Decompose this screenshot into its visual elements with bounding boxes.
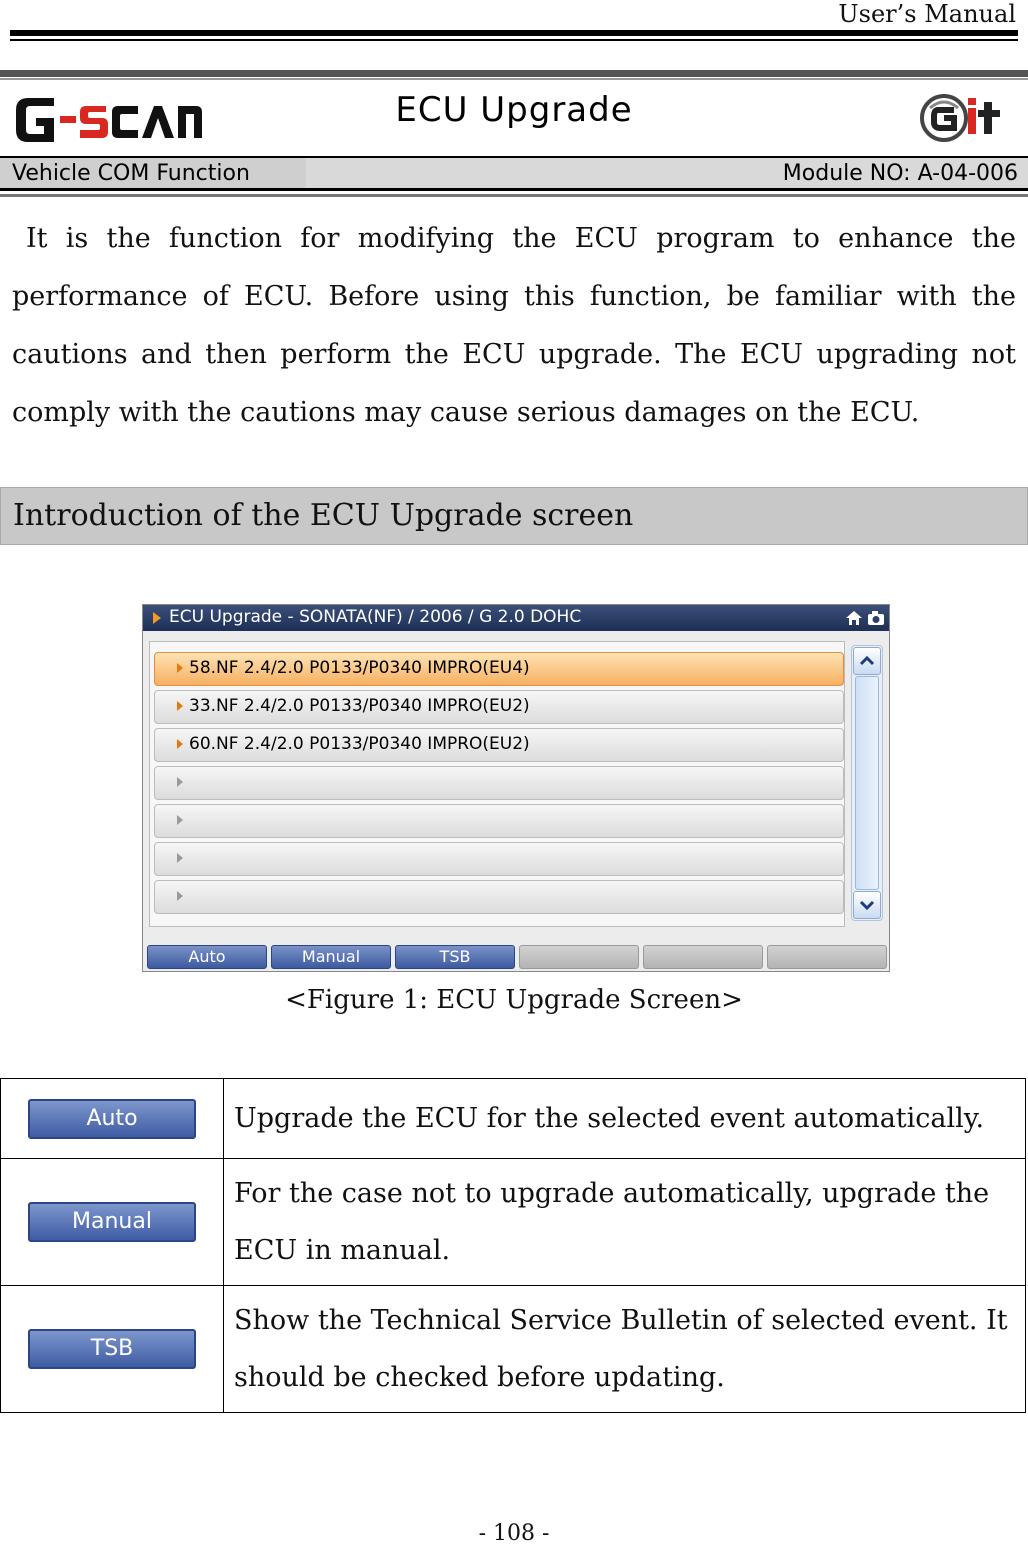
empty-button — [643, 945, 763, 969]
title-arrow-icon — [153, 612, 161, 624]
module-header — [0, 70, 1028, 188]
list-scrollbar[interactable] — [851, 645, 883, 921]
event-row[interactable] — [154, 842, 844, 876]
row-arrow-icon — [177, 663, 183, 673]
manual-button-sample: Manual — [28, 1202, 196, 1242]
home-icon[interactable] — [845, 609, 863, 627]
tsb-button[interactable]: TSB — [395, 945, 515, 969]
event-label: 60.NF 2.4/2.0 P0133/P0340 IMPRO(EU2) — [189, 734, 530, 754]
page-number: - 108 - — [478, 1521, 550, 1546]
row-arrow-icon — [177, 891, 183, 901]
screen-button-bar — [147, 945, 885, 969]
button-cell — [1, 1286, 224, 1413]
category-label: Vehicle COM Function — [12, 161, 250, 186]
header-rule — [0, 70, 1028, 77]
row-arrow-icon — [177, 701, 183, 711]
row-arrow-icon — [177, 777, 183, 787]
scroll-up-button[interactable] — [853, 647, 881, 675]
screen-titlebar — [143, 605, 889, 631]
section-heading — [0, 487, 1028, 545]
auto-button[interactable]: Auto — [147, 945, 267, 969]
row-arrow-icon — [177, 853, 183, 863]
ecu-upgrade-screenshot — [142, 604, 890, 972]
manual-label: User’s Manual — [838, 0, 1016, 28]
table-row — [1, 1079, 1026, 1159]
description-cell: Show the Technical Service Bulletin of selected event. It should be checked before updating. — [224, 1286, 1026, 1413]
auto-button-sample: Auto — [28, 1099, 196, 1139]
event-label: 58.NF 2.4/2.0 P0133/P0340 IMPRO(EU4) — [189, 658, 530, 678]
event-list — [149, 641, 845, 927]
header-bottom-rule — [0, 194, 1028, 197]
description-cell: For the case not to upgrade automatically, upgrade the ECU in manual. — [224, 1159, 1026, 1286]
button-cell — [1, 1079, 224, 1159]
event-row[interactable] — [154, 652, 844, 686]
figure-caption: <Figure 1: ECU Upgrade Screen> — [285, 985, 743, 1015]
top-rule — [10, 30, 1018, 36]
empty-button — [767, 945, 887, 969]
chevron-down-icon — [854, 892, 880, 918]
table-row — [1, 1159, 1026, 1286]
manual-button[interactable]: Manual — [271, 945, 391, 969]
camera-icon[interactable] — [867, 610, 885, 626]
empty-button — [519, 945, 639, 969]
description-cell: Upgrade the ECU for the selected event automatically. — [224, 1079, 1026, 1159]
chevron-up-icon — [854, 648, 880, 674]
git-logo — [918, 90, 1016, 146]
event-label: 33.NF 2.4/2.0 P0133/P0340 IMPRO(EU2) — [189, 696, 530, 716]
event-row[interactable] — [154, 766, 844, 800]
button-cell — [1, 1159, 224, 1286]
row-arrow-icon — [177, 815, 183, 825]
intro-paragraph: It is the function for modifying the ECU program to enhance the performance of ECU. Before using this function, be familiar with the cautions and then perform the ECU upgrade. The ECU upgrading not comply with the cautions may cause serious damages on the ECU. — [12, 223, 1016, 428]
table-row — [1, 1286, 1026, 1413]
screen-title: ECU Upgrade - SONATA(NF) / 2006 / G 2.0 DOHC — [169, 607, 582, 627]
module-number: Module NO: A-04-006 — [782, 161, 1018, 186]
tsb-button-sample: TSB — [28, 1329, 196, 1369]
section-title: Introduction of the ECU Upgrade screen — [13, 498, 634, 533]
event-row[interactable] — [154, 690, 844, 724]
event-row[interactable] — [154, 728, 844, 762]
button-description-table — [0, 1078, 1026, 1413]
scroll-down-button[interactable] — [853, 891, 881, 919]
category-cell — [0, 158, 306, 188]
event-row[interactable] — [154, 880, 844, 914]
top-rule-thin — [10, 39, 1018, 41]
event-row[interactable] — [154, 804, 844, 838]
module-title: ECU Upgrade — [395, 90, 633, 130]
module-info-bar — [0, 156, 1028, 191]
row-arrow-icon — [177, 739, 183, 749]
header-rule-thin — [0, 78, 1028, 80]
scroll-thumb[interactable] — [855, 676, 879, 890]
